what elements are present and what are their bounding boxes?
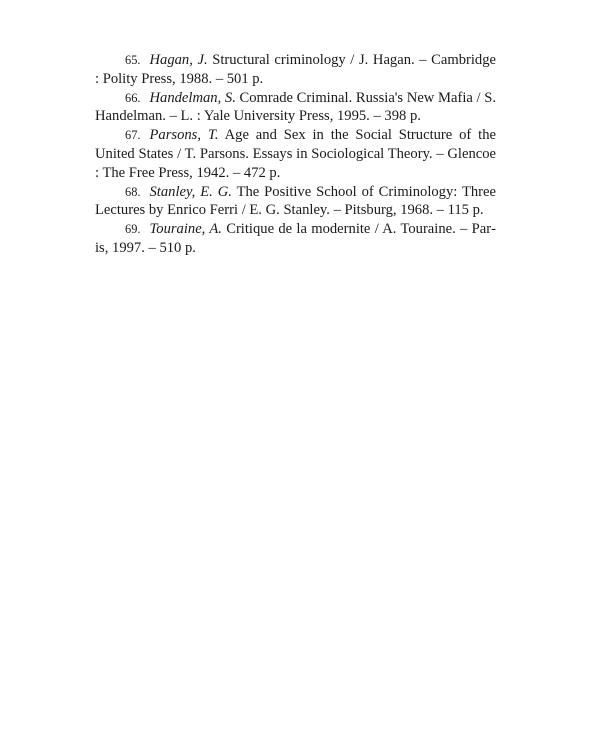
reference-text: Comrade Criminal. Russia's New Mafia / S. Handelman. – L. : Yale University Press, 1995. – 398 p. (95, 89, 496, 125)
reference-item (95, 126, 496, 182)
reference-number: 65. (125, 53, 141, 67)
reference-text: Age and Sex in the Social Structure of the United States / T. Parsons. Essays in Sociological Theory. – Glencoe : The Free Press, 1942. – 472 p. (95, 127, 496, 181)
reference-number: 68. (125, 184, 141, 199)
reference-author: Hagan, J. (149, 52, 208, 68)
reference-item (95, 89, 496, 127)
reference-item (95, 183, 496, 221)
reference-author: Touraine, A. (149, 221, 222, 238)
reference-number: 66. (125, 90, 141, 105)
reference-author: Parsons, T. (149, 127, 219, 144)
reference-author: Handelman, S. (149, 89, 236, 106)
reference-text: Structural criminology / J. Hagan. – Cambridge : Polity Press, 1988. – 501 p. (95, 52, 496, 87)
reference-text: The Positive School of Criminology: Three Lectures by Enrico Ferri / E. G. Stanley. – Pitsburg, 1968. – 115 p. (95, 183, 496, 219)
reference-number: 67. (125, 128, 141, 143)
reference-item (95, 51, 496, 89)
reference-list (95, 51, 496, 258)
reference-item (95, 220, 496, 258)
reference-number: 69. (125, 222, 141, 237)
reference-author: Stanley, E. G. (149, 183, 232, 200)
reference-text: Critique de la modernite / A. Touraine. – Paris, 1997. – 510 p. (95, 221, 496, 256)
